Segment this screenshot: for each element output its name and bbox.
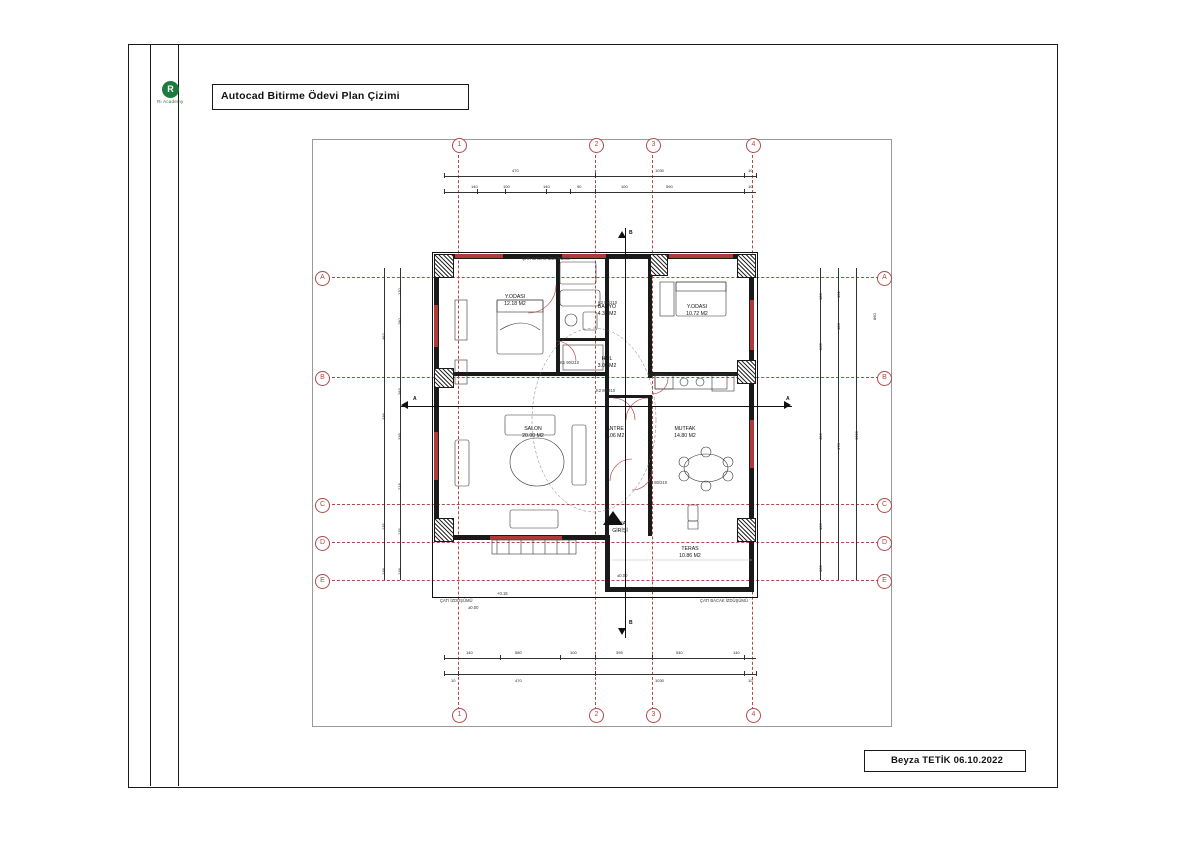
dim-tick (595, 655, 596, 660)
grid-bubble-B-left: B (315, 371, 330, 386)
room-label-terrace (655, 546, 725, 559)
door-tag-4: K2 80/210 (596, 388, 616, 393)
dim-tick (744, 671, 745, 676)
dim-tick (477, 189, 478, 194)
dim-tick (444, 655, 445, 660)
dim-left-outer-3: 135 (381, 523, 386, 530)
logo-text: Ri Academy (157, 99, 184, 104)
room-area: GİRİŞİ (612, 527, 628, 534)
dim-right-inner-line (820, 268, 821, 580)
note-roof-top: ÇATI BACAK İZDÜŞÜMÜ (522, 256, 570, 261)
dim-right-outer-1: 180 (818, 293, 823, 300)
section-label-b-top: B (629, 230, 633, 236)
dim-top-outer-3: 10 (748, 168, 753, 173)
dim-left-inner-7: 138 (397, 568, 402, 575)
dim-left-inner-1: 170 (397, 288, 402, 295)
section-arrow-b-top (618, 231, 626, 238)
dim-bottom-inner-4: 395 (616, 650, 623, 655)
grid-bubble-C-right: C (877, 498, 892, 513)
room-area: 10.86 M2 (679, 552, 701, 559)
room-area: 12.18 M2 (504, 300, 526, 307)
dim-top-inner-2: 100 (503, 184, 510, 189)
drawing-title: Autocad Bitirme Ödevi Plan Çizimi (221, 90, 400, 102)
dim-bottom-outer-2: 470 (515, 678, 522, 683)
dim-bottom-inner-6: 140 (733, 650, 740, 655)
room-name: Y.ODASI (504, 294, 526, 300)
dim-bottom-inner-1: 140 (466, 650, 473, 655)
level-mark-1: +0.15 (497, 591, 508, 596)
grid-bubble-E-right: E (877, 574, 892, 589)
dim-right-outer-2: 825 (818, 343, 823, 350)
dim-right-outer-4: 125 (818, 523, 823, 530)
room-label-bedroom-2 (662, 304, 732, 317)
dim-tick (546, 189, 547, 194)
dim-bottom-inner-line (444, 658, 756, 659)
door-tag-2: K2 80/210 (648, 372, 668, 377)
dim-right-inner-4: 1066 (854, 431, 859, 440)
dim-bottom-inner-5: 540 (676, 650, 683, 655)
room-label-building-entrance (600, 521, 640, 534)
section-line-b (625, 228, 626, 638)
grid-bubble-A-right: A (877, 271, 892, 286)
dim-top-inner-line (444, 192, 756, 193)
room-label-kitchen (655, 426, 715, 439)
dim-right-inner-3: 170 (836, 443, 841, 450)
grid-bubble-4-bottom: 4 (746, 708, 761, 723)
dim-tick (505, 189, 506, 194)
room-name: Y.ODASI (686, 304, 708, 310)
dim-top-inner-1: 140 (471, 184, 478, 189)
dim-tick (500, 655, 501, 660)
door-tag-3: K2 80/210 (648, 480, 668, 485)
grid-bubble-3-bottom: 3 (646, 708, 661, 723)
dim-tick (744, 189, 745, 194)
room-name: ANTRE (606, 426, 624, 432)
grid-bubble-C-left: C (315, 498, 330, 513)
dim-left-inner-2: 180 (397, 318, 402, 325)
dim-right-outer-line (856, 268, 857, 580)
section-arrow-a-right (784, 401, 791, 409)
grid-bubble-D-left: D (315, 536, 330, 551)
room-label-living (503, 426, 563, 439)
dim-right-mid-line (838, 268, 839, 580)
room-name: SALON (524, 426, 542, 432)
dim-top-outer-1: 470 (512, 168, 519, 173)
section-arrow-a-left (401, 401, 408, 409)
dim-tick (595, 671, 596, 676)
level-mark-2: ±0.00 (468, 605, 479, 610)
grid-bubble-A-left: A (315, 271, 330, 286)
dim-tick (744, 173, 745, 178)
dim-right-inner-1: 131 (836, 291, 841, 298)
room-area: 20.00 M2 (522, 432, 544, 439)
dim-bottom-inner-2: 580 (515, 650, 522, 655)
dim-tick (595, 189, 596, 194)
room-label-bedroom-1 (480, 294, 550, 307)
room-area: 10.72 M2 (686, 310, 708, 317)
room-label-entry (590, 426, 640, 439)
dim-top-inner-5: 100 (621, 184, 628, 189)
room-name: MUTFAK (674, 426, 696, 432)
dim-tick (744, 655, 745, 660)
room-name: BİNA (613, 521, 627, 527)
level-mark-3: ±0.00 (617, 573, 628, 578)
room-area: 14.80 M2 (674, 432, 696, 439)
dim-tick (595, 173, 596, 178)
dim-left-inner-4: 336 (397, 433, 402, 440)
grid-bubble-E-left: E (315, 574, 330, 589)
door-tag-1: K1 90/210 (560, 360, 580, 365)
dim-right-outer-5: 135 (818, 565, 823, 572)
dim-right-inner-5: 860 (872, 313, 877, 320)
dim-bottom-outer-4: 10 (748, 678, 753, 683)
dim-left-inner-5: 218 (397, 483, 402, 490)
section-label-b-bottom: B (629, 620, 633, 626)
grid-bubble-D-right: D (877, 536, 892, 551)
section-line-a (400, 406, 792, 407)
dim-bottom-outer-3: 1030 (655, 678, 664, 683)
logo-mark: R (162, 81, 179, 98)
author-and-date: Beyza TETİK 06.10.2022 (891, 755, 1004, 766)
grid-bubble-B-right: B (877, 371, 892, 386)
dim-left-inner-6: 135 (397, 528, 402, 535)
dim-bottom-mid-line (444, 674, 756, 675)
dim-tick (444, 671, 445, 676)
dim-right-outer-3: 436 (818, 433, 823, 440)
dim-left-outer-1: 462 (381, 333, 386, 340)
room-area: 4.32 M2 (597, 310, 617, 317)
dim-top-outer-2: 1030 (655, 168, 664, 173)
dim-left-inner-3: 283 (397, 388, 402, 395)
room-name: BANYO (597, 304, 617, 310)
room-name: TERAS (681, 546, 699, 552)
grid-bubble-2-bottom: 2 (589, 708, 604, 723)
grid-bubble-3-top: 3 (646, 138, 661, 153)
dim-tick (756, 173, 757, 178)
section-label-a-right: A (786, 396, 790, 402)
dim-top-inner-7: 10 (748, 184, 753, 189)
dim-left-outer-2: 436 (381, 413, 386, 420)
grid-bubble-1-top: 1 (452, 138, 467, 153)
dim-tick (652, 655, 653, 660)
grid-bubble-4-top: 4 (746, 138, 761, 153)
dim-tick (444, 189, 445, 194)
dim-left-outer-4: 138 (381, 568, 386, 575)
grid-bubble-1-bottom: 1 (452, 708, 467, 723)
room-name: HOL (601, 356, 613, 362)
dim-top-outer-line (444, 176, 756, 177)
dim-bottom-inner-3: 100 (570, 650, 577, 655)
dim-left-outer-line (384, 268, 385, 580)
dim-top-inner-3: 140 (543, 184, 550, 189)
dim-tick (756, 671, 757, 676)
room-area: 8.06 M2 (605, 432, 625, 439)
dim-top-inner-6: 590 (666, 184, 673, 189)
dim-right-inner-2: 180 (836, 323, 841, 330)
note-roof-bottom-right: ÇATI BACAK İZDÜŞÜMÜ (700, 598, 748, 603)
room-area: 3.06 M2 (597, 362, 617, 369)
door-tag-5: K2 80/210 (598, 300, 618, 305)
dim-tick (458, 671, 459, 676)
section-arrow-b-bottom (618, 628, 626, 635)
note-roof-bottom-left: ÇATI İZDÜŞÜMÜ (440, 598, 473, 603)
section-label-a-left: A (413, 396, 417, 402)
dim-top-inner-4: 90 (577, 184, 582, 189)
dim-tick (570, 189, 571, 194)
grid-bubble-2-top: 2 (589, 138, 604, 153)
dim-bottom-outer-1: 10 (451, 678, 456, 683)
dim-tick (444, 173, 445, 178)
dim-tick (560, 655, 561, 660)
